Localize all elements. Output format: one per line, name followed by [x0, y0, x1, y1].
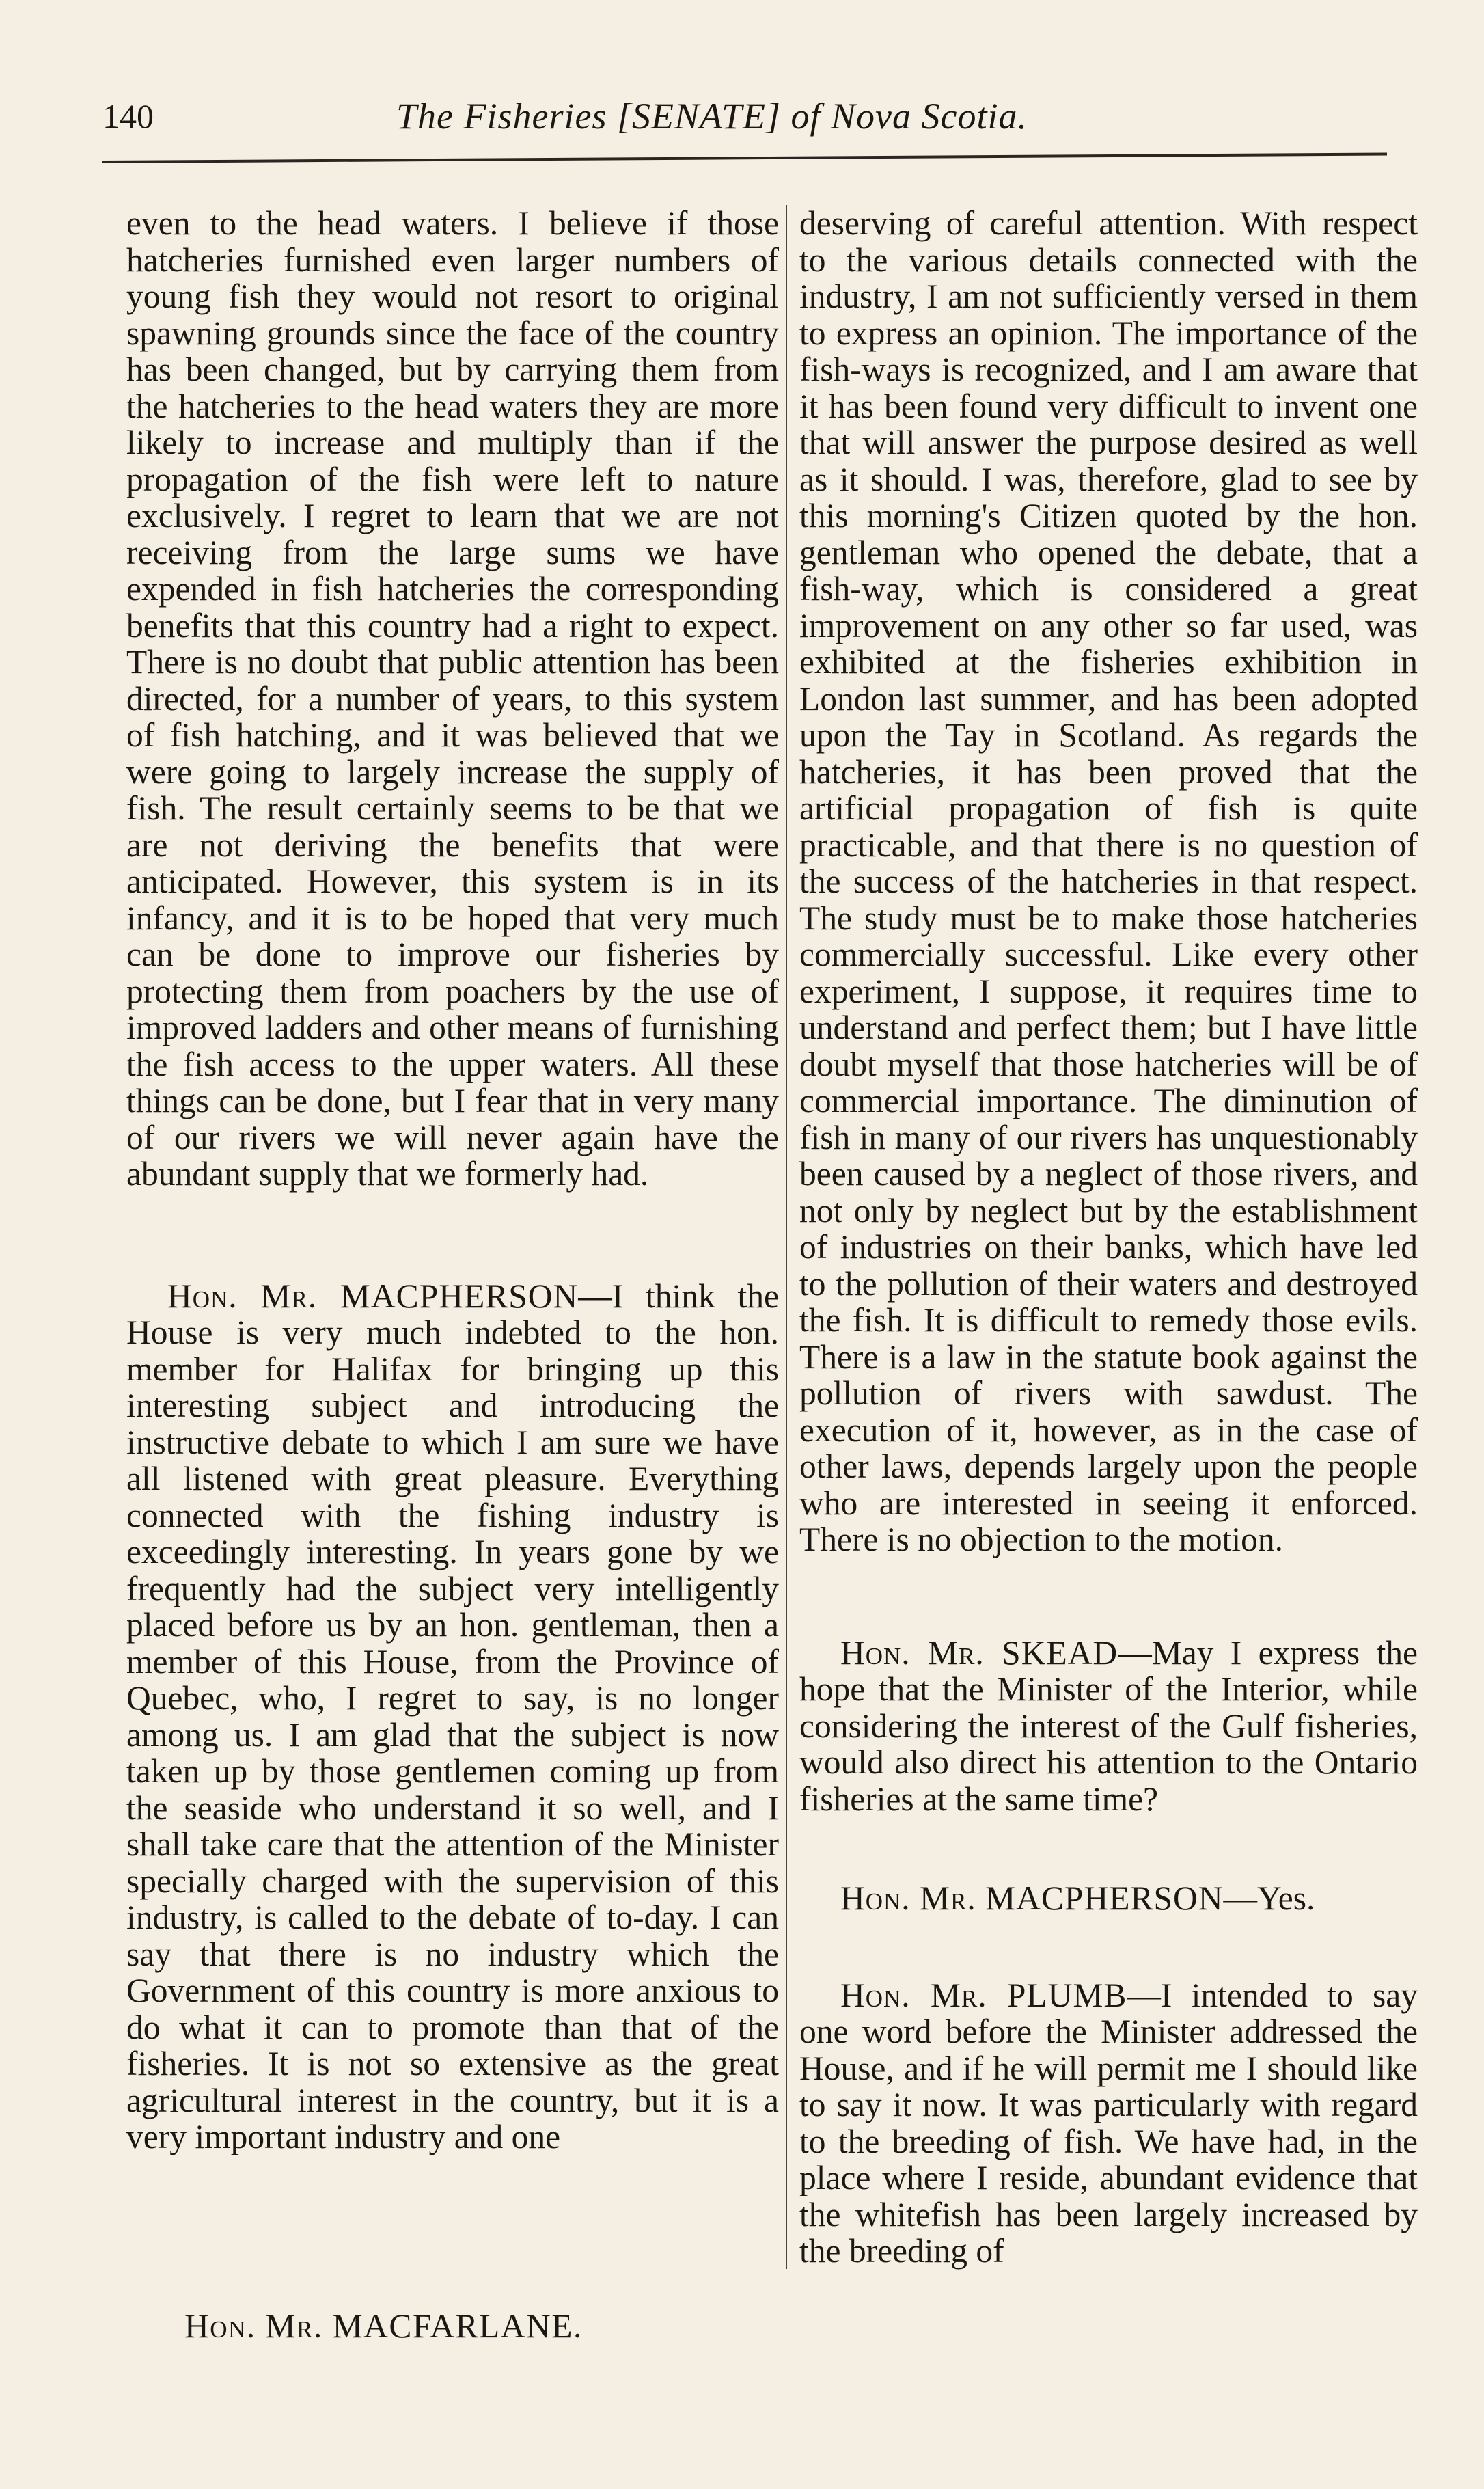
- paragraph-gap: [799, 1917, 1418, 1977]
- running-head-title: The Fisheries [SENATE] of Nova Scotia.: [396, 96, 1028, 137]
- page-number: 140: [102, 97, 154, 135]
- paragraph-gap: [799, 1558, 1418, 1635]
- paragraph-gap: [799, 1817, 1418, 1880]
- speaker-name: Hon. Mr. SKEAD: [840, 1633, 1118, 1672]
- right-column: [799, 205, 1418, 2270]
- speech-text: —I think the House is very much indebted to the hon. member for Halifax for bringing up this interesting subject and introducing the instructive debate to which I am sure we have all listened with great pleasure. Everything connected with the fishing industry is exceedingly interesting. In years gone by we frequently had the subject very intelligently placed before us by an hon. gentleman, then a member of this House, from the Province of Quebec, who, I regret to say, is no longer among us. I am glad that the subject is now taken up by those gentlemen coming up from the seaside who understand it so well, and I shall take care that the attention of the Minister specially charged with the supervision of this industry, is called to the debate of to-day. I can say that there is no industry which the Government of this country is more anxious to do what it can to promote than that of the fisheries. It is not so extensive as the great agricultural interest in the country, but it is a very important industry and one: [126, 1277, 779, 2155]
- macpherson-reply: [799, 1880, 1418, 1917]
- left-column: [126, 205, 779, 2155]
- speech-text: —I intended to say one word before the Minister addressed the House, and if he will permit me I should like to say it now. It was particularly with regard to the breeding of fish. We have had, in the place where I reside, abundant evidence that the whitefish has been largely increased by the breeding of: [799, 1976, 1418, 2270]
- right-continuation-paragraph: deserving of careful attention. With respect to the various details connected with the industry, I am not sufficiently versed in them to express an opinion. The importance of the fish-ways is recognized, and I am aware that it has been found very difficult to invent one that will answer the purpose desired as well as it should. I was, therefore, glad to see by this morning's Citizen quoted by the hon. gentleman who opened the debate, that a fish-way, which is considered a great improvement on any other so far used, was exhibited at the fisheries exhibition in London last summer, and has been adopted upon the Tay in Scotland. As regards the hatcheries, it has been proved that the artificial propagation of fish is quite practicable, and that there is no question of the success of the hatcheries in that respect. The study must be to make those hatcheries commercially successful. Like every other experiment, I suppose, it requires time to understand and perfect them; but I have little doubt myself that those hatcheries will be of commercial importance. The diminution of fish in many of our rivers has unquestionably been caused by a neglect of those rivers, and not only by neglect but by the establishment of industries on their banks, which have led to the pollution of their waters and destroyed the fish. It is difficult to remedy those evils. There is a law in the statute book against the pollution of rivers with sawdust. The execution of it, however, as in the case of other laws, depends largely upon the people who are interested in seeing it enforced. There is no objection to the motion.: [799, 204, 1418, 1558]
- running-head: [102, 82, 1387, 150]
- left-continuation-paragraph: even to the head waters. I believe if those hatcheries furnished even larger numbers of young fish they would not resort to original spawning grounds since the face of the country has been changed, but by carrying them from the hatcheries to the head waters they are more likely to increase and multiply than if the propagation of the fish were left to nature exclusively. I regret to learn that we are not receiving from the large sums we have expended in fish hatcheries the corresponding benefits that this country had a right to expect. There is no doubt that public attention has been directed, for a number of years, to this system of fish hatching, and it was believed that we were going to largely increase the supply of fish. The result certainly seems to be that we are not deriving the benefits that were anticipated. However, this system is in its infancy, and it is to be hoped that very much can be done to improve our fisheries by protecting them from poachers by the use of improved ladders and other means of furnishing the fish access to the upper waters. All these things can be done, but I fear that in very many of our rivers we will never again have the abundant supply that we formerly had.: [126, 204, 779, 1193]
- speaker-name: Hon. Mr. MACPHERSON: [167, 1277, 579, 1315]
- speaker-name: Hon. Mr. PLUMB: [840, 1976, 1127, 2014]
- skead-speech: [799, 1635, 1418, 1818]
- next-speaker-heading: Hon. Mr. MACFARLANE.: [184, 2307, 583, 2345]
- paragraph-gap: [126, 1193, 779, 1278]
- macpherson-speech: [126, 1278, 779, 2155]
- speaker-name: Hon. Mr. MACPHERSON: [840, 1879, 1224, 1917]
- speech-text: —May I express the hope that the Minister of the Interior, while considering the interest of the Gulf fisheries, would also direct his attention to the Ontario fisheries at the same time?: [799, 1633, 1418, 1818]
- speech-text: —Yes.: [1223, 1879, 1315, 1917]
- header-rule: [102, 153, 1387, 163]
- plumb-speech: [799, 1977, 1418, 2270]
- column-divider: [786, 205, 787, 2269]
